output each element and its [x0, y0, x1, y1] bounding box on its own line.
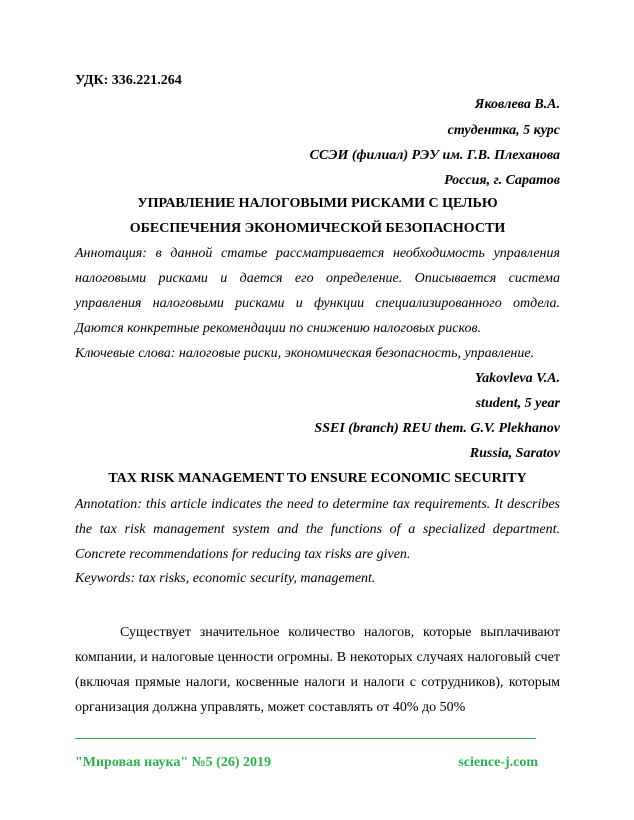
- ru-title-line-1: УПРАВЛЕНИЕ НАЛОГОВЫМИ РИСКАМИ С ЦЕЛЬЮ: [137, 196, 498, 211]
- udk-code: УДК: 336.221.264: [75, 73, 182, 88]
- ru-author-affiliation: ССЭИ (филиал) РЭУ им. Г.В. Плеханова: [309, 148, 560, 163]
- en-author-location: Russia, Saratov: [469, 446, 560, 461]
- ru-title: [75, 191, 560, 241]
- ru-author-location: Россия, г. Саратов: [444, 173, 560, 188]
- en-keywords: Keywords: tax risks, economic security, management.: [75, 571, 376, 586]
- en-abstract: Annotation: this article indicates the need to determine tax requirements. It describes the tax risk management system and the functions of a specialized department. Concrete recommendations for reducing tax risks are given.: [75, 497, 560, 562]
- footer-divider: [75, 738, 536, 739]
- ru-title-line-2: ОБЕСПЕЧЕНИЯ ЭКОНОМИЧЕСКОЙ БЕЗОПАСНОСТИ: [129, 221, 506, 236]
- ru-author-name: Яковлева В.А.: [474, 97, 560, 112]
- journal-name: "Мировая наука" №5 (26) 2019: [75, 755, 271, 770]
- body-paragraph: Существует значительное количество налогов, которые выплачивают компании, и налоговые ценности огромны. В некоторых случаях налоговый счет (включая прямые налоги, косвенные налоги и налоги с сотрудников), которым организация должна управлять, может составлять от 40% до 50%: [75, 625, 560, 715]
- ru-abstract: Аннотация: в данной статье рассматривается необходимость управления налоговыми рисками и дается его определение. Описывается система управления налоговыми рисками и функции специализированного отдела. Даются конкретные рекомендации по снижению налоговых рисков.: [75, 246, 560, 336]
- ru-keywords: Ключевые слова: налоговые риски, экономическая безопасность, управление.: [75, 346, 535, 361]
- en-author-affiliation: SSEI (branch) REU them. G.V. Plekhanov: [314, 421, 560, 436]
- en-author-position: student, 5 year: [475, 396, 560, 411]
- journal-website-link[interactable]: science-j.com: [458, 755, 538, 770]
- ru-author-position: студентка, 5 курс: [447, 123, 560, 138]
- en-title: TAX RISK MANAGEMENT TO ENSURE ECONOMIC SECURITY: [108, 471, 527, 486]
- en-author-name: Yakovleva V.A.: [474, 371, 560, 386]
